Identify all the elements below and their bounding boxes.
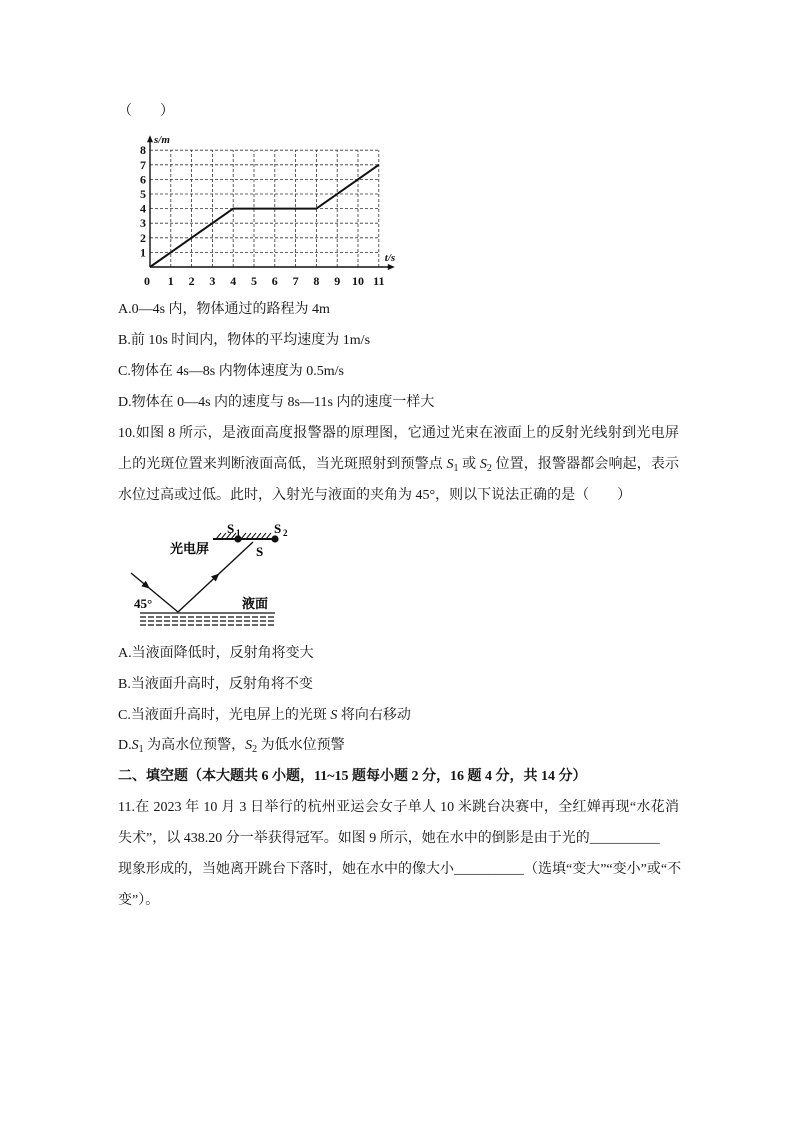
x-tick-label: 1 xyxy=(167,274,174,288)
s1-symbol: S xyxy=(446,457,454,472)
q10-option-c[interactable] xyxy=(118,706,411,726)
s1-label-subscript: 1 xyxy=(236,528,241,538)
spot-label: S xyxy=(256,544,264,559)
y-tick-label: 6 xyxy=(140,172,146,187)
q10-stem-line-3: 水位过高或过低。此时，入射光与液面的夹角为 45°，则以下说法正确的是（ ） xyxy=(118,488,632,503)
option-text: 为高水位预警， xyxy=(143,738,246,753)
x-tick-label: 7 xyxy=(292,274,299,288)
s2-label-subscript: 2 xyxy=(283,528,288,538)
x-tick-label: 6 xyxy=(271,274,278,288)
q10-stem-line-2 xyxy=(118,455,679,475)
x-axis-label: t/s xyxy=(384,252,396,264)
x-tick-label: 11 xyxy=(373,274,385,288)
liquid-label: 液面 xyxy=(242,596,269,611)
s1-subscript: 1 xyxy=(453,463,459,474)
s2-subscript: 2 xyxy=(486,463,492,474)
section-2-heading: 二、填空题（本大题共 6 小题，11~15 题每小题 2 分，16 题 4 分，共 14 分） xyxy=(118,769,587,784)
x-tick-label: 4 xyxy=(230,274,237,288)
x-tick-label: 0 xyxy=(144,274,150,288)
liquid-level-alarm-diagram xyxy=(125,515,295,633)
y-tick-label: 5 xyxy=(140,187,146,201)
displacement-time-line xyxy=(150,165,379,267)
q10-stem-line-1: 10.如图 8 所示，是液面高度报警器的原理图，它通过光束在液面上的反射光线射到光电屏 xyxy=(118,426,679,441)
s2-subscript: 2 xyxy=(252,744,258,755)
y-tick-label: 8 xyxy=(140,143,146,158)
q9-answer-paren: （ ） xyxy=(118,104,174,119)
q11-text: （选填“变大”“变小”或“不 xyxy=(524,862,682,877)
y-tick-label: 2 xyxy=(140,230,146,245)
q10-option-a[interactable]: A.当液面降低时，反射角将变大 xyxy=(118,646,314,661)
q10-option-b[interactable]: B.当液面升高时，反射角将不变 xyxy=(118,677,313,692)
s2-label: S xyxy=(274,521,282,536)
answer-blank-2[interactable]: __________ xyxy=(454,862,524,877)
s1-subscript: 1 xyxy=(138,744,144,755)
x-tick-label: 5 xyxy=(251,274,257,288)
q10-stem-text: 或 xyxy=(458,457,480,472)
q9-option-b[interactable]: B.前 10s 时间内，物体的平均速度为 1m/s xyxy=(118,333,371,348)
y-tick-label: 4 xyxy=(140,201,146,216)
y-axis-arrow xyxy=(147,135,153,142)
q11-line-1: 11.在 2023 年 10 月 3 日举行的杭州亚运会女子单人 10 米跳台决赛中，全红婵再现“水花消 xyxy=(118,800,679,815)
s1-symbol: S xyxy=(131,738,139,753)
option-text: 将向右移动 xyxy=(337,708,411,723)
screen-label: 光电屏 xyxy=(170,541,210,556)
option-text: D. xyxy=(118,738,132,753)
q9-option-c[interactable]: C.物体在 4s—8s 内物体速度为 0.5m/s xyxy=(118,364,344,379)
q11-line-3 xyxy=(118,860,682,880)
x-axis-arrow xyxy=(388,264,395,270)
q11-line-4: 变”）。 xyxy=(118,893,160,908)
q10-stem-text: 位置，报警器都会响起，表示 xyxy=(491,457,679,472)
option-text: C.当液面升高时，光电屏上的光斑 xyxy=(118,708,331,723)
q10-option-d[interactable] xyxy=(118,736,345,756)
q9-option-d[interactable]: D.物体在 0—4s 内的速度与 8s—11s 内的速度一样大 xyxy=(118,395,435,410)
q11-text: 失术”，以 438.20 分一举获得冠军。如图 9 所示，她在水中的倒影是由于光的 xyxy=(118,831,590,846)
q11-line-2 xyxy=(118,829,660,849)
answer-blank-1[interactable]: __________ xyxy=(589,831,660,846)
x-tick-label: 10 xyxy=(352,274,364,288)
x-tick-label: 3 xyxy=(209,274,216,288)
y-tick-label: 1 xyxy=(140,245,146,260)
q10-stem-text: 上的光斑位置来判断液面高低，当光斑照射到预警点 xyxy=(118,457,447,472)
y-tick-label: 3 xyxy=(140,216,146,231)
x-tick-label: 9 xyxy=(334,274,341,288)
x-tick-label: 8 xyxy=(313,274,320,288)
y-axis-label: s/m xyxy=(154,134,170,147)
q9-option-a[interactable]: A.0—4s 内，物体通过的路程为 4m xyxy=(118,302,330,317)
s2-symbol: S xyxy=(245,738,253,753)
option-text: 为低水位预警 xyxy=(257,738,345,753)
x-tick-label: 2 xyxy=(188,274,195,288)
spot-symbol: S xyxy=(330,708,338,723)
st-graph-chart xyxy=(138,130,406,292)
angle-label: 45° xyxy=(134,596,153,611)
s2-symbol: S xyxy=(479,457,487,472)
s1-label: S xyxy=(227,521,235,536)
s2-point xyxy=(271,535,278,542)
y-tick-label: 7 xyxy=(140,157,146,172)
q11-text: 现象形成的，当她离开跳台下落时，她在水中的像大小 xyxy=(118,862,454,877)
